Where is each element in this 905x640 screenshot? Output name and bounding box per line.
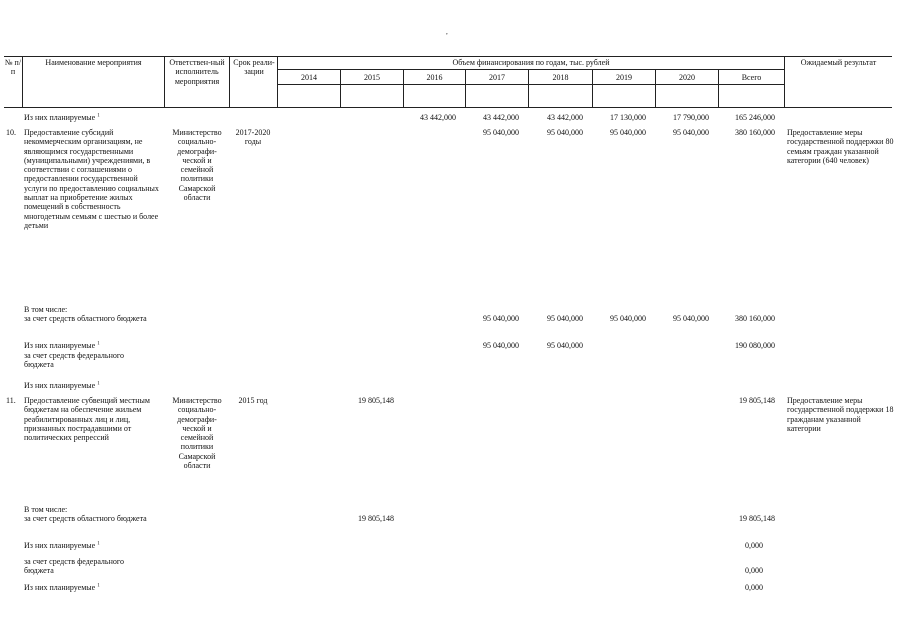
row-label: Из них планируемые $^1$: [24, 541, 100, 550]
cell-total: 380 160,000: [735, 128, 775, 137]
row-result: Предоставление меры государственной поддержки 18 гражданам указанной категории: [787, 396, 894, 433]
row-label: за счет средств федерального бюджета: [24, 557, 124, 576]
row-label: за счет средств областного бюджета: [24, 514, 147, 523]
header-top-rule: [4, 56, 892, 57]
row-responsible: Министерство социально-демографи-ческой и семейной политики Самарской области: [172, 128, 222, 203]
header-years-rule: [277, 69, 785, 70]
row-label: Из них планируемые $^1$: [24, 381, 100, 390]
header-total: Всего: [741, 73, 762, 82]
cell-total: 190 080,000: [735, 341, 775, 350]
header-num: № п/п: [4, 58, 22, 77]
cell-value: 95 040,000: [673, 314, 709, 323]
cell-total: 0,000: [745, 541, 763, 550]
row-responsible: Министерство социально-демографи-ческой и семейной политики Самарской области: [172, 396, 222, 471]
header-bottom-rule: [4, 107, 892, 108]
row-term: 2015 год: [238, 396, 268, 405]
row-label: Из них планируемые $^1$: [24, 583, 100, 592]
header-years-bottom-rule: [277, 84, 785, 85]
cell-value: 95 040,000: [547, 341, 583, 350]
row-number: 10.: [6, 128, 16, 137]
cell-value: 17 130,000: [610, 113, 646, 122]
header-financing: Объем финансирования по годам, тыс. рублей: [452, 58, 610, 67]
cell-value: 43 442,000: [547, 113, 583, 122]
cell-value: 43 442,000: [483, 113, 519, 122]
cell-value: 19 805,148: [358, 396, 394, 405]
row-label: В том числе:: [24, 505, 68, 514]
cell-value: 95 040,000: [610, 128, 646, 137]
row-number: 11.: [6, 396, 16, 405]
header-term: Срок реали-зации: [233, 58, 275, 77]
row-label: Из них планируемые $^1$: [24, 341, 100, 350]
cell-total: 0,000: [745, 583, 763, 592]
cell-value: 95 040,000: [483, 341, 519, 350]
row-term: 2017-2020 годы: [235, 128, 271, 147]
header-result: Ожидаемый результат: [800, 58, 877, 67]
row-label: В том числе:: [24, 305, 68, 314]
cell-total: 19 805,148: [739, 396, 775, 405]
header-vline: [229, 56, 230, 107]
header-year: 2014: [301, 73, 317, 82]
cell-value: 43 442,000: [420, 113, 456, 122]
cell-total: 19 805,148: [739, 514, 775, 523]
cell-value: 95 040,000: [610, 314, 646, 323]
row-label: Из них планируемые $^1$: [24, 113, 100, 122]
cell-value: 19 805,148: [358, 514, 394, 523]
row-label: Предоставление субсидий некоммерческим организациям, не являющимся государственными (муниципальными) учреждениями, в соответствии с соглашениями о предоставлении государственной услуги по предоставлению социальных выплат на приобретение жилых помещений в собственность многодетным семьям с шестью и более детьми: [24, 128, 159, 230]
cell-total: 380 160,000: [735, 314, 775, 323]
row-label: за счет средств федерального бюджета: [24, 351, 124, 370]
cell-value: 17 790,000: [673, 113, 709, 122]
row-result: Предоставление меры государственной поддержки 80 семьям граждан указанной категории (640 человек): [787, 128, 894, 165]
header-name: Наименование мероприятия: [45, 58, 142, 67]
header-year: 2015: [364, 73, 380, 82]
top-mark: ,: [446, 28, 448, 36]
header-year: 2019: [616, 73, 632, 82]
cell-value: 95 040,000: [483, 314, 519, 323]
header-responsible: Ответствен-ный исполнитель мероприятия: [169, 58, 225, 86]
header-year: 2016: [426, 73, 443, 82]
header-year: 2020: [679, 73, 695, 82]
cell-total: 0,000: [745, 566, 763, 575]
header-vline: [164, 56, 165, 107]
cell-total: 165 246,000: [735, 113, 775, 122]
cell-value: 95 040,000: [673, 128, 709, 137]
cell-value: 95 040,000: [483, 128, 519, 137]
header-year: 2018: [552, 73, 569, 82]
cell-value: 95 040,000: [547, 128, 583, 137]
header-year: 2017: [489, 73, 505, 82]
cell-value: 95 040,000: [547, 314, 583, 323]
row-label: Предоставление субвенций местным бюджетам на обеспечение жильем реабилитированных лиц и лиц, признанных пострадавшими от политических репрессий: [24, 396, 150, 443]
row-label: за счет средств областного бюджета: [24, 314, 147, 323]
